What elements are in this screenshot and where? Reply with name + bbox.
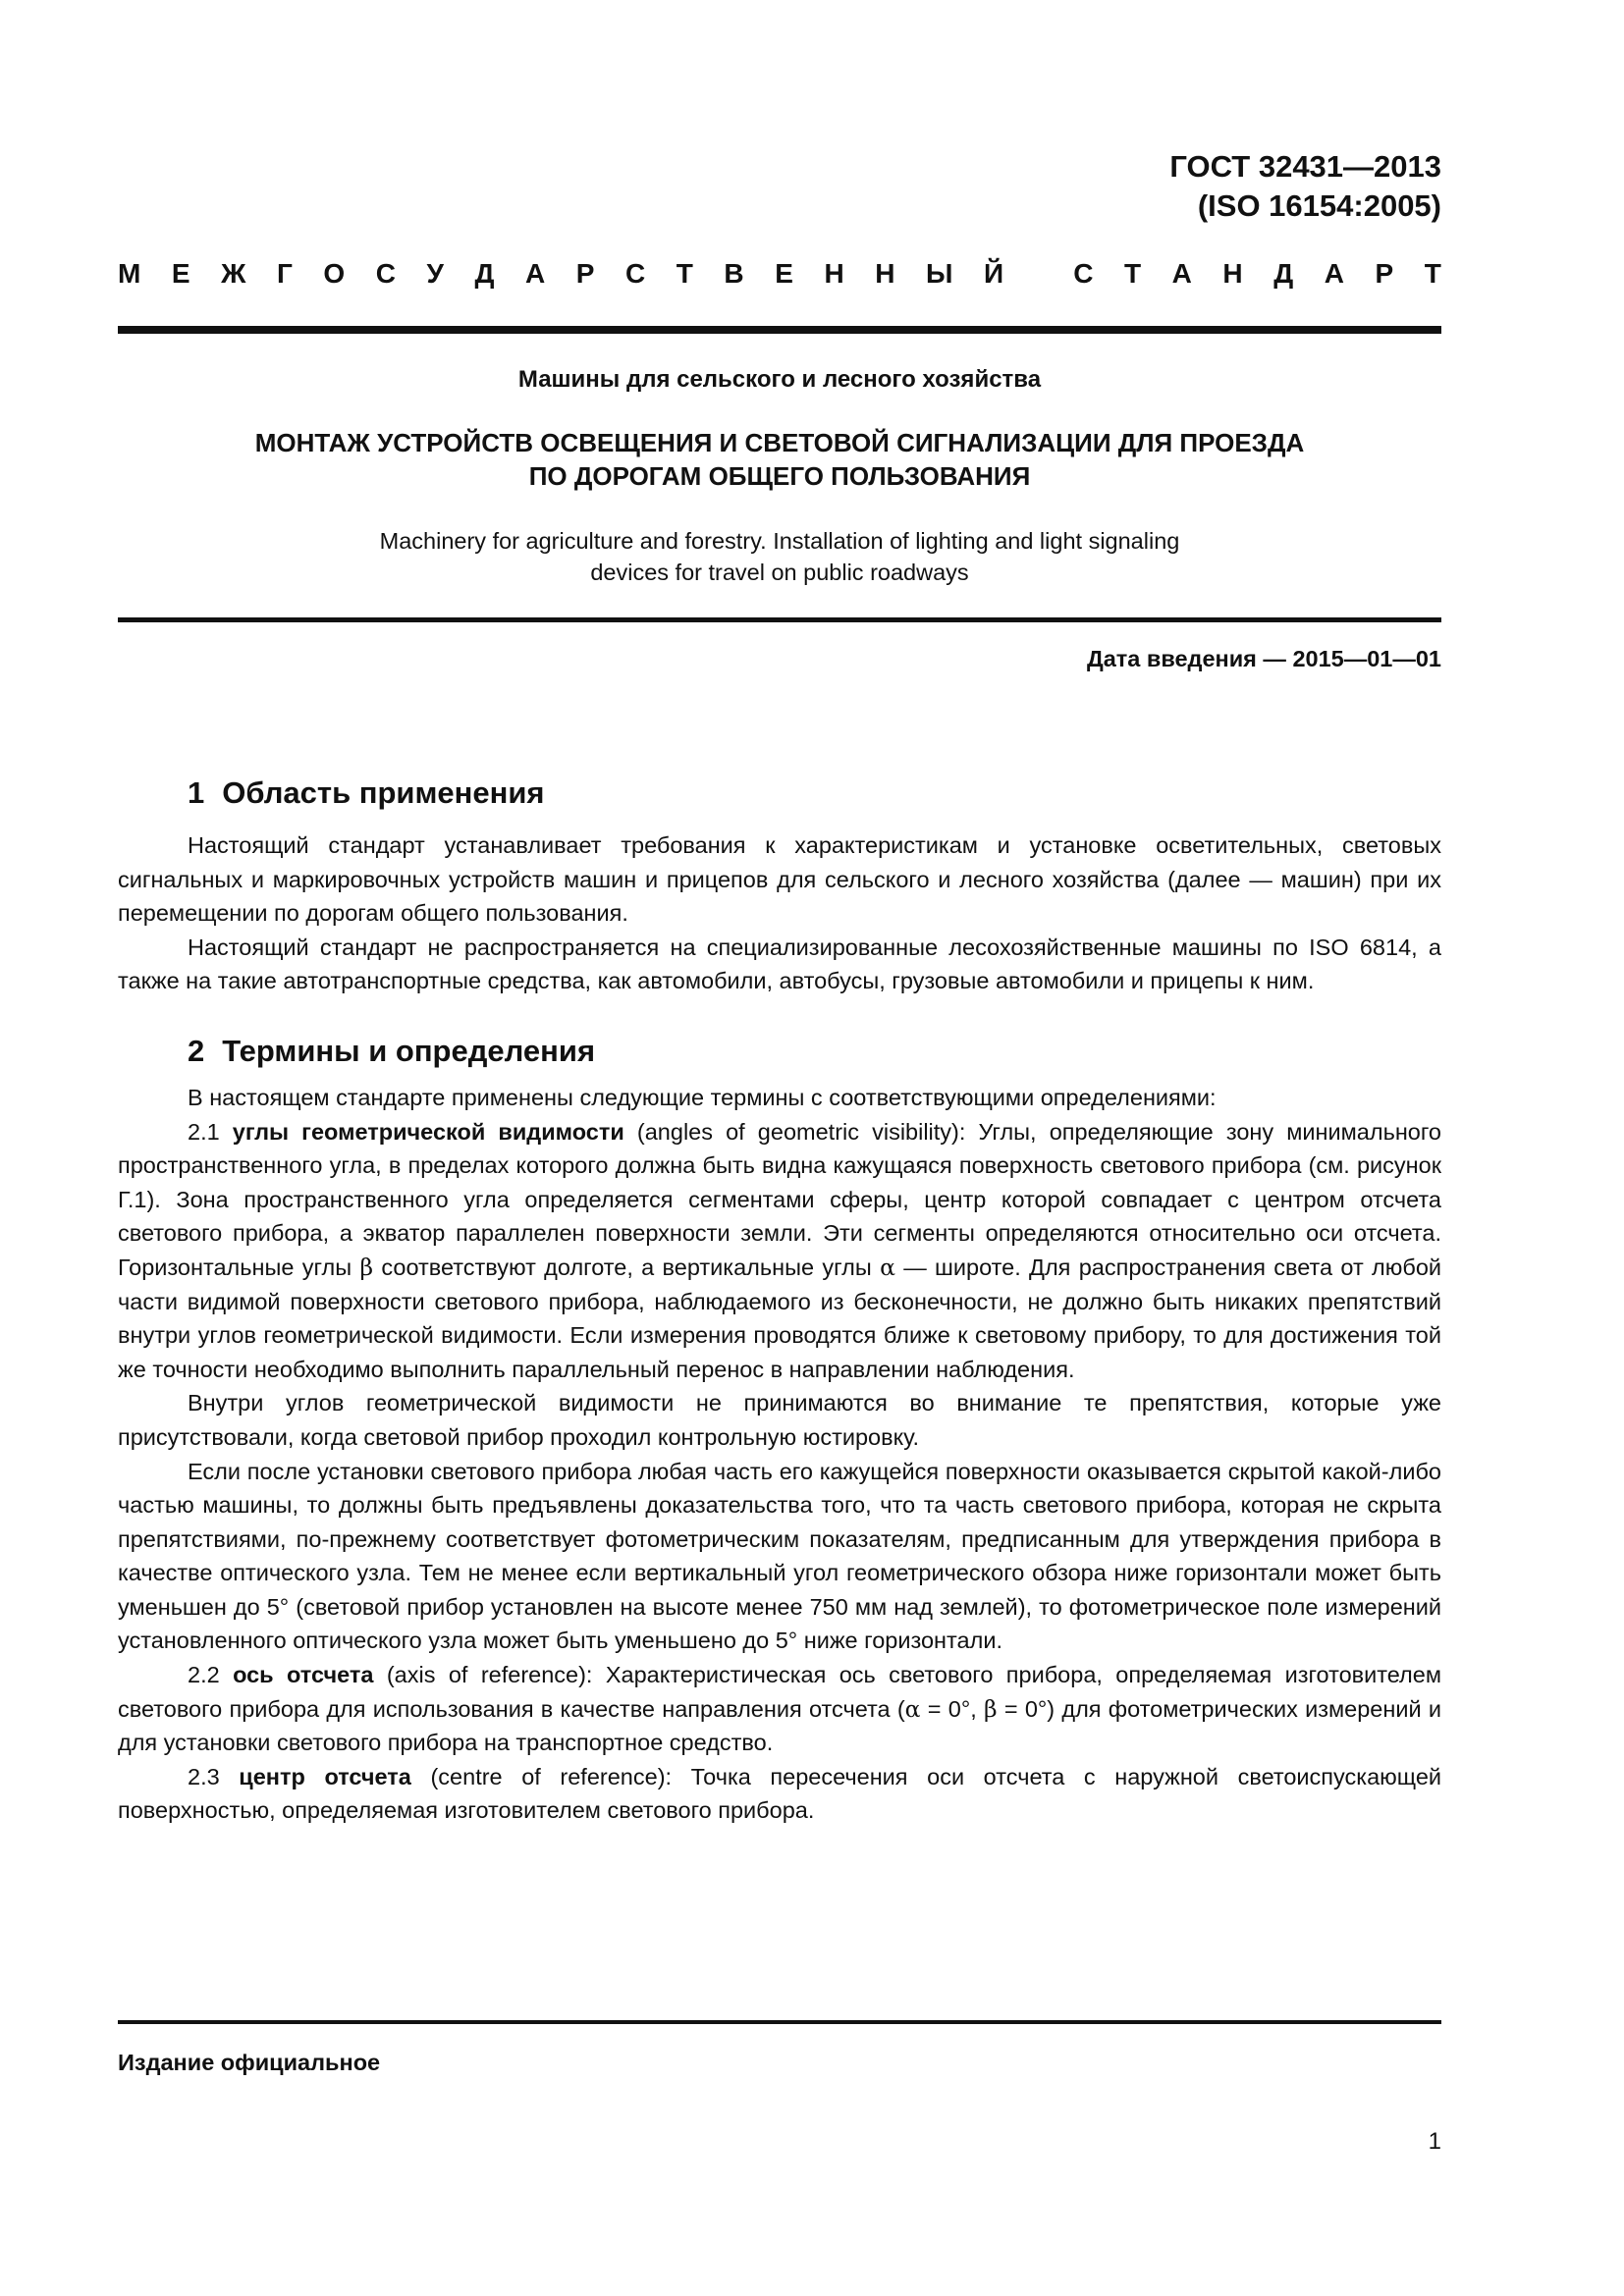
- term-2-3-paragraph: [118, 1760, 1441, 1828]
- footer-rule: [118, 2020, 1441, 2024]
- term-2-2-text-a: (axis of reference): Характеристическая ось светового прибора, определяемая изготовителем светового прибора для использования в качестве направления отсчета (: [118, 1662, 1441, 1722]
- alpha-symbol: α: [904, 1694, 921, 1723]
- banner-letter: В: [724, 258, 744, 289]
- russian-title-line-1: МОНТАЖ УСТРОЙСТВ ОСВЕЩЕНИЯ И СВЕТОВОЙ СИГНАЛИЗАЦИИ ДЛЯ ПРОЕЗДА: [254, 428, 1305, 457]
- term-2-1-text-c: — широте. Для распространения света от любой части видимой поверхности светового прибора, наблюдаемого из бесконечности, не должно быть никаких препятствий внутри углов геометрической видимости. Если измерения проводятся ближе к световому прибору, то для достижения той же точности необходимо выполнить параллельный перенос в направлении наблюдения.: [118, 1254, 1442, 1382]
- section-2-number: 2: [188, 1033, 205, 1068]
- document-number-block: [1169, 147, 1441, 226]
- interstate-standard-banner: [118, 257, 1441, 291]
- english-title: [118, 525, 1441, 588]
- term-2-2-text-b: = 0°) для фотометрических измерений и для установки светового прибора на транспортное средство.: [118, 1695, 1441, 1756]
- beta-symbol: β: [984, 1694, 998, 1723]
- banner-letter: Ж: [221, 258, 246, 289]
- banner-letter: Н: [875, 258, 895, 289]
- russian-title: [118, 426, 1441, 493]
- term-2-2-number: 2.2: [188, 1662, 220, 1688]
- term-2-1-paragraph: [118, 1115, 1441, 1387]
- section-1-number: 1: [188, 775, 205, 810]
- banner-letter: Т: [1424, 258, 1441, 289]
- banner-letter: Т: [1123, 258, 1142, 289]
- document-subject: Машины для сельского и лесного хозяйства: [517, 366, 1042, 393]
- banner-letter: С: [624, 258, 646, 289]
- banner-letter: Т: [676, 258, 693, 289]
- banner-letter: Г: [276, 258, 293, 289]
- official-edition-label: Издание официальное: [118, 2050, 381, 2075]
- russian-title-line-2: ПО ДОРОГАМ ОБЩЕГО ПОЛЬЗОВАНИЯ: [528, 461, 1031, 491]
- banner-word-gap: [1035, 257, 1043, 291]
- page-number: 1: [1428, 2128, 1441, 2155]
- banner-letter: У: [426, 258, 444, 289]
- obstacles-paragraph: Внутри углов геометрической видимости не принимаются во внимание те препятствия, которые уже присутствовали, когда световой прибор проходил контрольную юстировку.: [118, 1390, 1441, 1450]
- term-2-1-text-b: соответствуют долготе, а вертикальные углы: [381, 1254, 872, 1280]
- title-bottom-rule: [118, 617, 1441, 622]
- term-2-2-name: ось отсчета: [233, 1662, 374, 1688]
- banner-letter: Е: [171, 258, 190, 289]
- banner-letter: М: [118, 258, 141, 289]
- section-1-title: Область применения: [222, 775, 545, 810]
- section-2-intro: В настоящем стандарте применены следующие термины с соответствующими определениями:: [188, 1084, 1217, 1110]
- alpha-symbol: α: [880, 1253, 895, 1281]
- banner-letter: А: [1324, 258, 1344, 289]
- term-2-2-text-mid: = 0°,: [927, 1695, 977, 1722]
- banner-letter: С: [1073, 258, 1094, 289]
- banner-letter: Й: [983, 258, 1004, 289]
- banner-letter: Н: [824, 258, 844, 289]
- term-2-3-text: (centre of reference): Точка пересечения оси отсчета с наружной светоиспускающей поверхностью, определяемая изготовителем светового прибора.: [118, 1763, 1442, 1824]
- iso-reference: (ISO 16154:2005): [1197, 188, 1441, 223]
- introduction-date: Дата введения — 2015—01—01: [1086, 646, 1441, 671]
- gost-number: ГОСТ 32431—2013: [1169, 149, 1441, 184]
- section-1-paragraph-2: Настоящий стандарт не распространяется на специализированные лесохозяйственные машины по ISO 6814, а также на такие автотранспортные средства, как автомобили, автобусы, грузовые автомобили и прицепы к ним.: [118, 934, 1441, 994]
- english-title-line-1: Machinery for agriculture and forestry. Installation of lighting and light signaling: [379, 528, 1180, 554]
- banner-letter: Е: [775, 258, 793, 289]
- term-2-1-name: углы геометрической видимости: [232, 1118, 624, 1145]
- banner-letter: Ы: [926, 258, 953, 289]
- term-2-3-name: центр отсчета: [239, 1763, 411, 1789]
- term-2-3-number: 2.3: [188, 1763, 220, 1789]
- term-2-1-text-a: (angles of geometric visibility): Углы, определяющие зону минимального пространственного угла, в пределах которого должна быть видна кажущаяся поверхность светового прибора (см. рисунок Г.1). Зона пространственного угла определяется сегментами сферы, центр которой совпадает с центром отсчета светового прибора, а экватор параллелен поверхности земли. Эти сегменты определяются относительно оси отсчета. Горизонтальные углы: [118, 1118, 1441, 1280]
- term-2-1-number: 2.1: [188, 1118, 220, 1145]
- section-1-paragraph-1: Настоящий стандарт устанавливает требования к характеристикам и установке осветительных, световых сигнальных и маркировочных устройств машин и прицепов для сельского и лесного хозяйства (далее — машин) при их перемещении по дорогам общего пользования.: [118, 832, 1441, 927]
- banner-letter: Д: [1273, 258, 1294, 289]
- section-2-title: Термины и определения: [222, 1033, 596, 1068]
- banner-letter: Р: [1375, 258, 1394, 289]
- banner-letter: Р: [575, 258, 595, 289]
- term-2-2-paragraph: [118, 1658, 1441, 1760]
- banner-letter: Д: [474, 258, 495, 289]
- banner-letter: Н: [1222, 258, 1243, 289]
- banner-letter: С: [375, 258, 396, 289]
- section-2-heading: [118, 1032, 1441, 1071]
- beta-symbol: β: [359, 1253, 374, 1281]
- hidden-surface-paragraph: Если после установки светового прибора любая часть его кажущейся поверхности оказывается скрытой какой-либо частью машины, то должны быть предъявлены доказательства того, что та часть светового прибора, которая не скрыта препятствиями, по-прежнему соответствует фотометрическим показателям, предписанным для утверждения прибора в качестве оптического узла. Тем не менее если вертикальный угол геометрического обзора ниже горизонтали может быть уменьшен до 5° (световой прибор установлен на высоте менее 750 мм над землей), то фотометрическое поле измерений установленного оптического узла может быть уменьшено до 5° ниже горизонтали.: [118, 1458, 1441, 1654]
- banner-letter: О: [323, 258, 346, 289]
- banner-letter: А: [524, 258, 546, 289]
- section-1-heading: [118, 774, 1441, 813]
- document-body: [118, 774, 1441, 1828]
- banner-letter: А: [1171, 258, 1192, 289]
- english-title-line-2: devices for travel on public roadways: [590, 560, 969, 585]
- top-thick-rule: [118, 326, 1441, 334]
